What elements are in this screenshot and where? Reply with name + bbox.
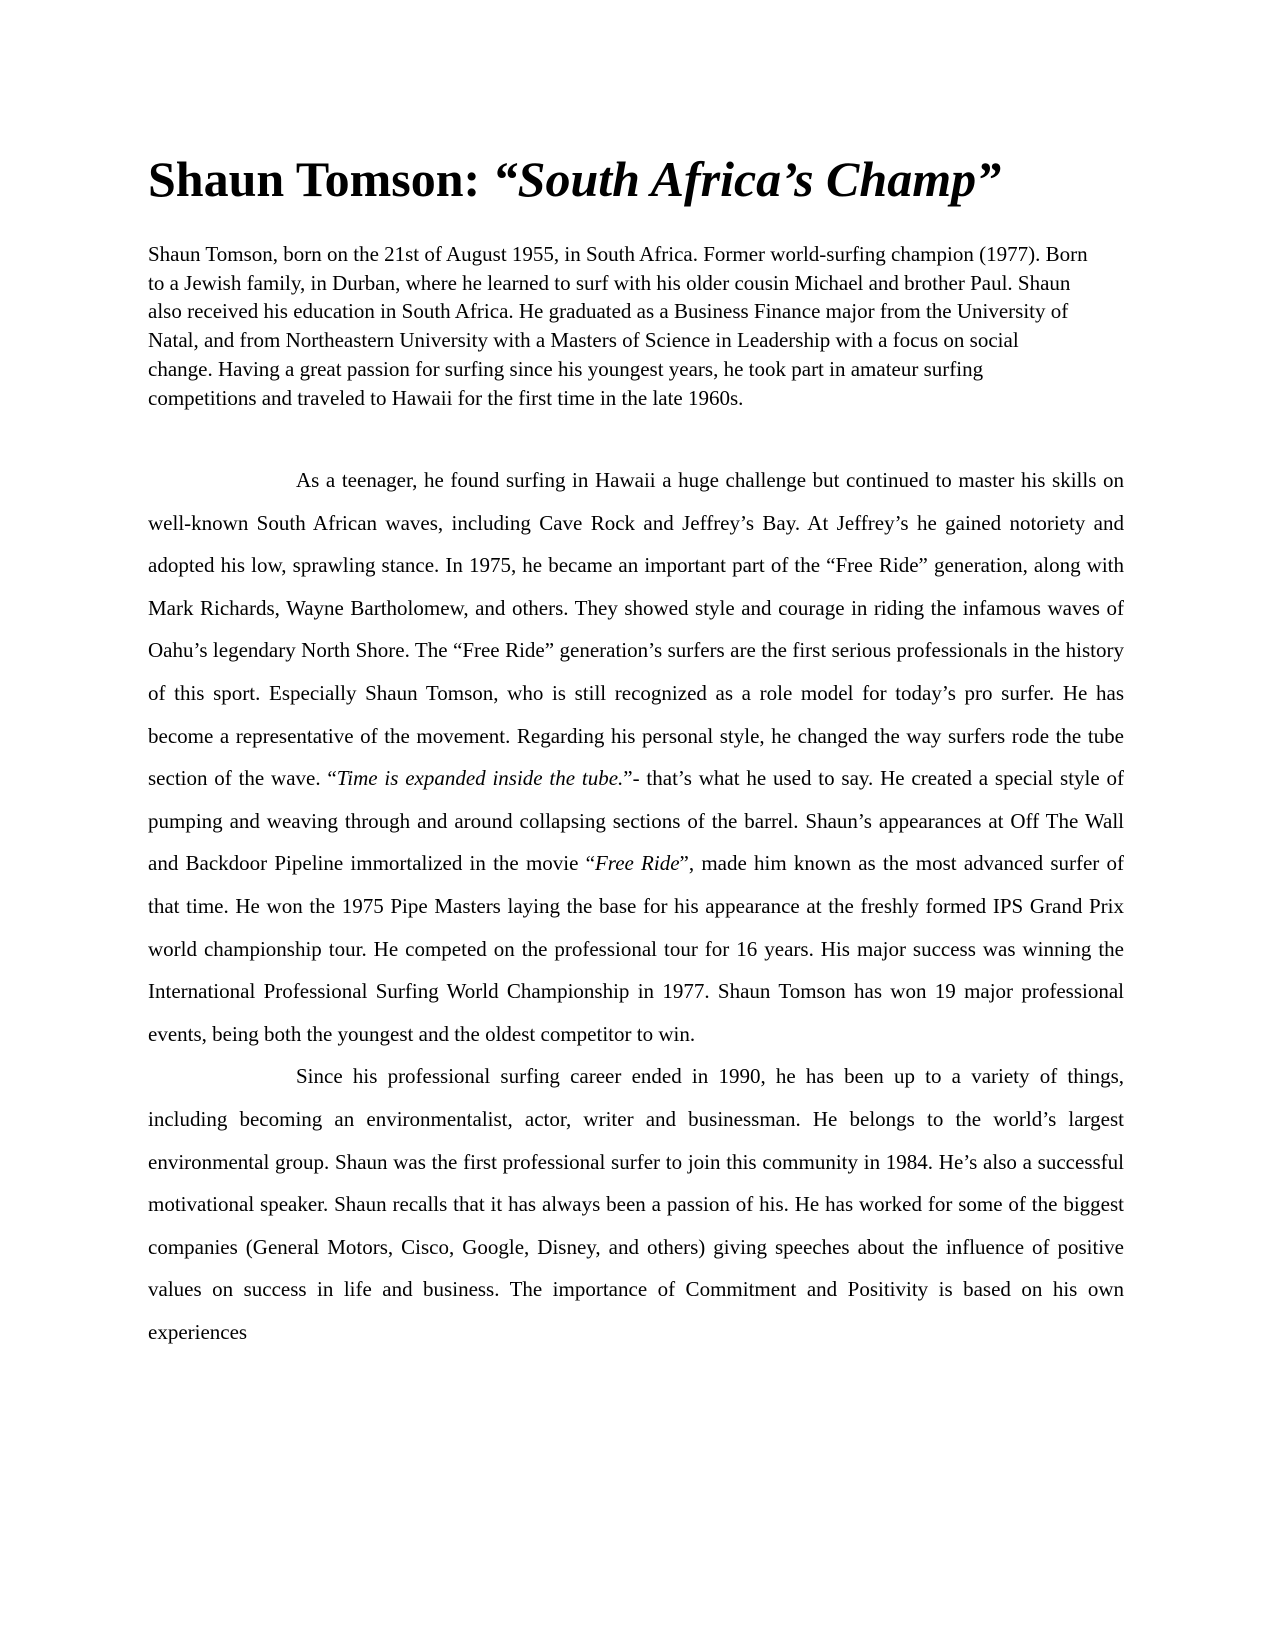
movie-title: Free Ride bbox=[594, 851, 680, 876]
body-text bbox=[148, 459, 1124, 1353]
title-main: Shaun Tomson: bbox=[148, 151, 493, 207]
intro-paragraph: Shaun Tomson, born on the 21st of August 1955, in South Africa. Former world-surfing champion (1977). Born to a Jewish family, in Durban, where he learned to surf with his older cousin Michael and brother Paul. Shaun also received his education in South Africa. He graduated as a Business Finance major from the University of Natal, and from Northeastern University with a Masters of Science in Leadership with a focus on social change. Having a great passion for surfing since his youngest years, he took part in amateur surfing competitions and traveled to Hawaii for the first time in the late 1960s. bbox=[148, 242, 1088, 410]
title-subtitle: “South Africa’s Champ” bbox=[492, 151, 1002, 207]
document-title bbox=[148, 148, 1148, 210]
career-text-2: ”- that’s what he used to say. He created a special style of pumping and weaving through and around collapsing sections of the barrel. Shaun’s appearances at Off The Wall and Backdoor Pipeline immortalized in the movie “ bbox=[148, 766, 1124, 876]
tube-quote: Time is expanded inside the tube. bbox=[336, 766, 624, 791]
career-text-1: As a teenager, he found surfing in Hawaii a huge challenge but continued to master his skills on well-known South African waves, including Cave Rock and Jeffrey’s Bay. At Jeffrey’s he gained notoriety and adopted his low, sprawling stance. In 1975, he became an important part of the “Free Ride” generation, along with Mark Richards, Wayne Bartholomew, and others. They showed style and courage in riding the infamous waves of Oahu’s legendary North Shore. The “Free Ride” generation’s surfers are the first serious professionals in the history of this sport. Especially Shaun Tomson, who is still recognized as a role model for today’s pro surfer. He has become a representative of the movement. Regarding his personal style, he changed the way surfers rode the tube section of the wave. “ bbox=[148, 468, 1124, 791]
body-paragraph-career bbox=[148, 459, 1124, 1055]
career-text-3: ”, made him known as the most advanced surfer of that time. He won the 1975 Pipe Masters laying the base for his appearance at the freshly formed IPS Grand Prix world championship tour. He competed on the professional tour for 16 years. His major success was winning the International Professional Surfing World Championship in 1977. Shaun Tomson has won 19 major professional events, being both the youngest and the oldest competitor to win. bbox=[148, 851, 1124, 1046]
body-paragraph-after-career: Since his professional surfing career ended in 1990, he has been up to a variety of things, including becoming an environmentalist, actor, writer and businessman. He belongs to the world’s largest environmental group. Shaun was the first professional surfer to join this community in 1984. He’s also a successful motivational speaker. Shaun recalls that it has always been a passion of his. He has worked for some of the biggest companies (General Motors, Cisco, Google, Disney, and others) giving speeches about the influence of positive values on success in life and business. The importance of Commitment and Positivity is based on his own experiences bbox=[148, 1064, 1124, 1344]
